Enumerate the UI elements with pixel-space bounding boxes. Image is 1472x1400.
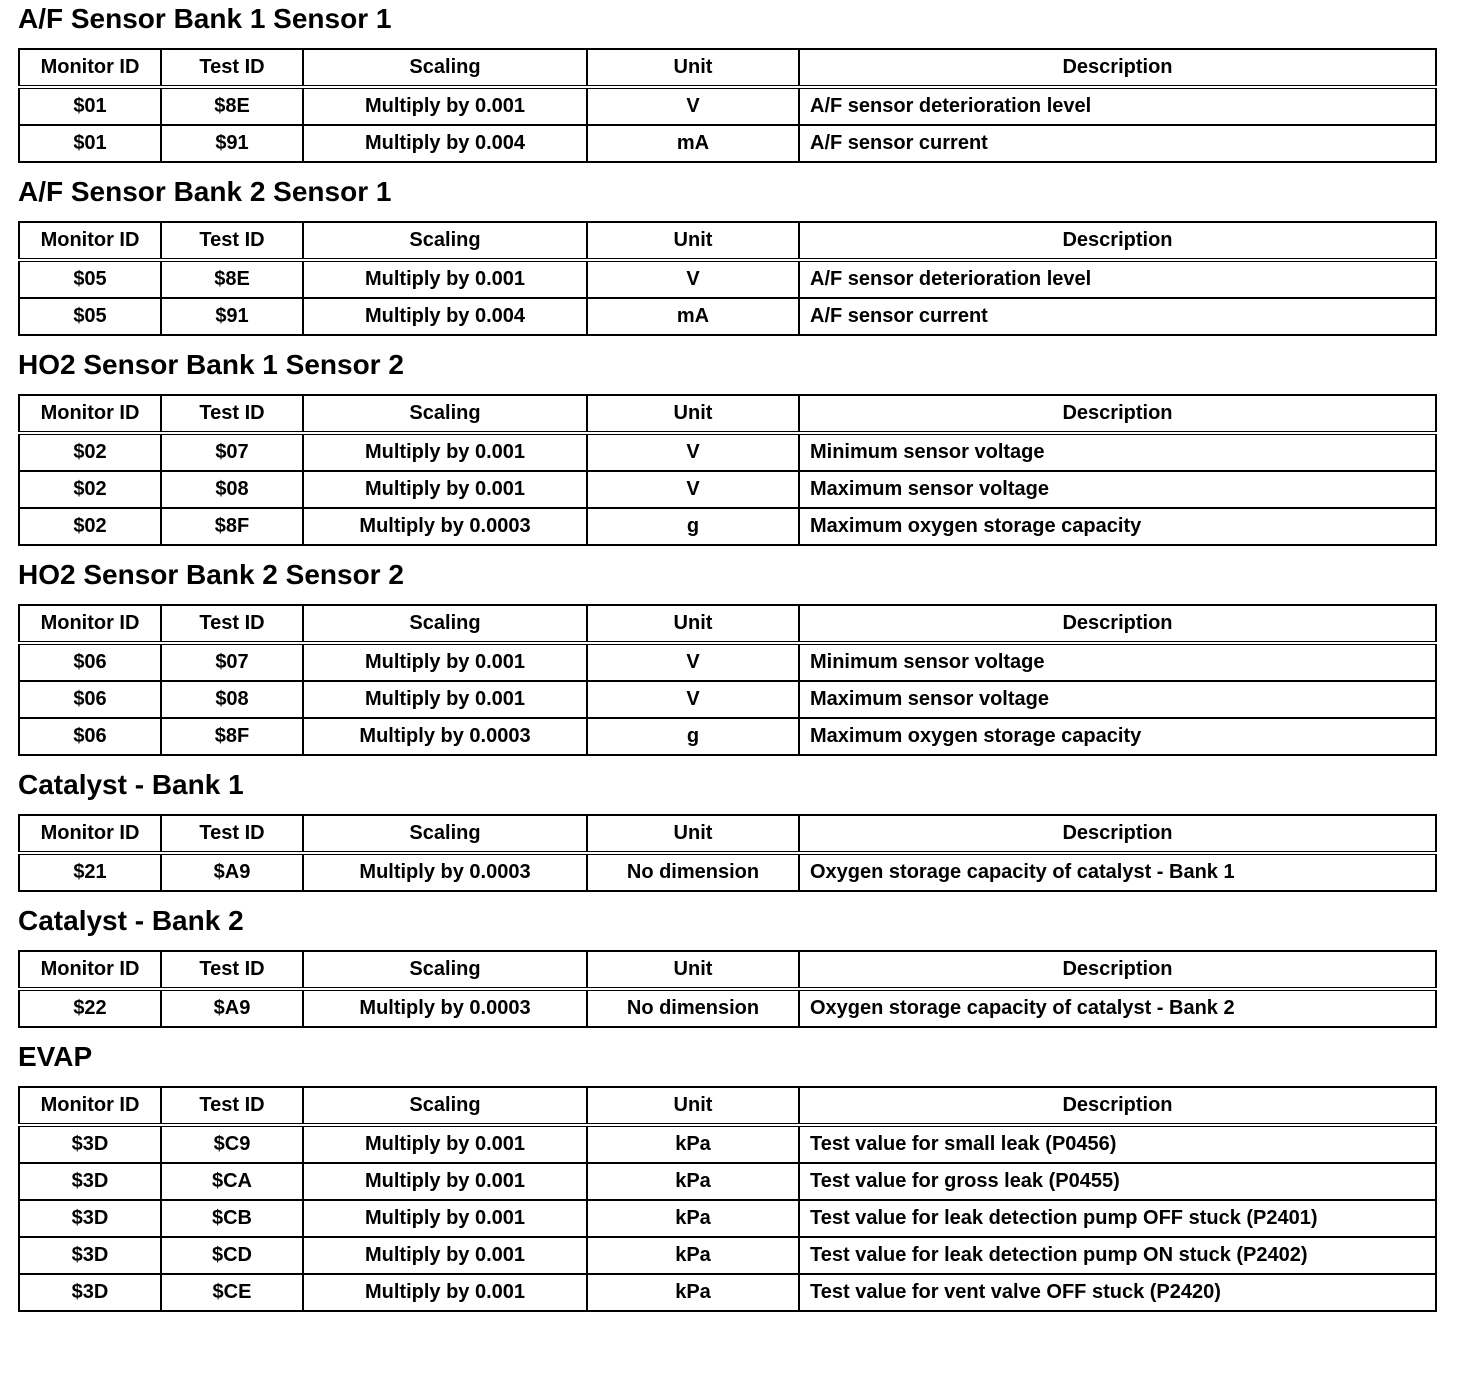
scaling-cell: Multiply by 0.0003 xyxy=(303,989,587,1027)
section xyxy=(18,766,1435,892)
table-row xyxy=(19,1125,1436,1163)
description-cell: Maximum sensor voltage xyxy=(799,471,1436,508)
test-id-header: Test ID xyxy=(161,222,303,260)
description-cell: Oxygen storage capacity of catalyst - Bank 1 xyxy=(799,853,1436,891)
scaling-cell: Multiply by 0.001 xyxy=(303,433,587,471)
scaling-cell: Multiply by 0.004 xyxy=(303,125,587,162)
monitor-id-cell: $05 xyxy=(19,298,161,335)
test-id-cell: $CE xyxy=(161,1274,303,1311)
description-header: Description xyxy=(799,1087,1436,1125)
monitor-id-cell: $05 xyxy=(19,260,161,298)
data-table xyxy=(18,394,1437,546)
unit-header: Unit xyxy=(587,815,799,853)
table-row xyxy=(19,260,1436,298)
header-row xyxy=(19,1087,1436,1125)
description-header: Description xyxy=(799,951,1436,989)
monitor-id-header: Monitor ID xyxy=(19,49,161,87)
scaling-cell: Multiply by 0.001 xyxy=(303,1237,587,1274)
table-row xyxy=(19,718,1436,755)
test-id-cell: $07 xyxy=(161,433,303,471)
monitor-id-cell: $01 xyxy=(19,87,161,125)
table-row xyxy=(19,1237,1436,1274)
unit-header: Unit xyxy=(587,222,799,260)
description-cell: Test value for vent valve OFF stuck (P2420) xyxy=(799,1274,1436,1311)
monitor-id-cell: $06 xyxy=(19,718,161,755)
table-row xyxy=(19,853,1436,891)
scaling-header: Scaling xyxy=(303,951,587,989)
description-cell: Maximum oxygen storage capacity xyxy=(799,718,1436,755)
description-header: Description xyxy=(799,815,1436,853)
scaling-cell: Multiply by 0.001 xyxy=(303,1274,587,1311)
header-row xyxy=(19,49,1436,87)
description-cell: Minimum sensor voltage xyxy=(799,433,1436,471)
description-header: Description xyxy=(799,49,1436,87)
scaling-cell: Multiply by 0.001 xyxy=(303,87,587,125)
description-cell: A/F sensor current xyxy=(799,125,1436,162)
section xyxy=(18,346,1435,546)
table-row xyxy=(19,298,1436,335)
scaling-header: Scaling xyxy=(303,49,587,87)
test-id-cell: $A9 xyxy=(161,989,303,1027)
table-row xyxy=(19,125,1436,162)
test-id-cell: $08 xyxy=(161,471,303,508)
test-id-header: Test ID xyxy=(161,1087,303,1125)
description-cell: Maximum sensor voltage xyxy=(799,681,1436,718)
section-title: Catalyst - Bank 1 xyxy=(18,769,244,800)
test-id-header: Test ID xyxy=(161,395,303,433)
unit-header: Unit xyxy=(587,605,799,643)
table-row xyxy=(19,989,1436,1027)
data-table xyxy=(18,814,1437,892)
header-row xyxy=(19,395,1436,433)
scaling-cell: Multiply by 0.0003 xyxy=(303,853,587,891)
test-id-cell: $91 xyxy=(161,125,303,162)
unit-cell: g xyxy=(587,508,799,545)
section-title: HO2 Sensor Bank 2 Sensor 2 xyxy=(18,559,404,590)
test-id-cell: $A9 xyxy=(161,853,303,891)
monitor-id-cell: $22 xyxy=(19,989,161,1027)
monitor-id-cell: $02 xyxy=(19,433,161,471)
table-row xyxy=(19,1163,1436,1200)
unit-cell: mA xyxy=(587,298,799,335)
monitor-id-cell: $06 xyxy=(19,643,161,681)
test-id-cell: $8E xyxy=(161,87,303,125)
table-row xyxy=(19,643,1436,681)
table-row xyxy=(19,1200,1436,1237)
test-id-header: Test ID xyxy=(161,49,303,87)
section xyxy=(18,1038,1435,1312)
description-cell: A/F sensor deterioration level xyxy=(799,260,1436,298)
monitor-id-cell: $01 xyxy=(19,125,161,162)
section-title: A/F Sensor Bank 2 Sensor 1 xyxy=(18,176,392,207)
unit-header: Unit xyxy=(587,951,799,989)
test-id-cell: $C9 xyxy=(161,1125,303,1163)
monitor-id-cell: $3D xyxy=(19,1163,161,1200)
data-table xyxy=(18,604,1437,756)
table-row xyxy=(19,471,1436,508)
test-id-cell: $8F xyxy=(161,718,303,755)
unit-cell: V xyxy=(587,433,799,471)
monitor-id-cell: $21 xyxy=(19,853,161,891)
monitor-id-header: Monitor ID xyxy=(19,815,161,853)
unit-cell: kPa xyxy=(587,1200,799,1237)
unit-cell: No dimension xyxy=(587,989,799,1027)
description-cell: Test value for leak detection pump OFF stuck (P2401) xyxy=(799,1200,1436,1237)
unit-cell: V xyxy=(587,681,799,718)
unit-cell: g xyxy=(587,718,799,755)
scaling-cell: Multiply by 0.001 xyxy=(303,260,587,298)
table-row xyxy=(19,508,1436,545)
section-title: Catalyst - Bank 2 xyxy=(18,905,244,936)
description-header: Description xyxy=(799,222,1436,260)
data-table xyxy=(18,950,1437,1028)
monitor-id-header: Monitor ID xyxy=(19,951,161,989)
monitor-id-header: Monitor ID xyxy=(19,395,161,433)
description-cell: Oxygen storage capacity of catalyst - Bank 2 xyxy=(799,989,1436,1027)
section xyxy=(18,0,1435,163)
section xyxy=(18,556,1435,756)
section-title: EVAP xyxy=(18,1041,93,1072)
scaling-header: Scaling xyxy=(303,605,587,643)
table-row xyxy=(19,433,1436,471)
scaling-cell: Multiply by 0.001 xyxy=(303,1200,587,1237)
test-id-cell: $8F xyxy=(161,508,303,545)
scaling-cell: Multiply by 0.0003 xyxy=(303,718,587,755)
description-header: Description xyxy=(799,395,1436,433)
header-row xyxy=(19,222,1436,260)
test-id-header: Test ID xyxy=(161,605,303,643)
scaling-cell: Multiply by 0.0003 xyxy=(303,508,587,545)
scaling-header: Scaling xyxy=(303,1087,587,1125)
section-title: A/F Sensor Bank 1 Sensor 1 xyxy=(18,3,392,34)
unit-cell: kPa xyxy=(587,1163,799,1200)
unit-cell: V xyxy=(587,643,799,681)
table-row xyxy=(19,1274,1436,1311)
data-table xyxy=(18,1086,1437,1312)
unit-cell: No dimension xyxy=(587,853,799,891)
description-cell: Maximum oxygen storage capacity xyxy=(799,508,1436,545)
section xyxy=(18,173,1435,336)
unit-cell: kPa xyxy=(587,1274,799,1311)
scaling-cell: Multiply by 0.001 xyxy=(303,1125,587,1163)
test-id-cell: $CB xyxy=(161,1200,303,1237)
header-row xyxy=(19,605,1436,643)
scaling-cell: Multiply by 0.001 xyxy=(303,643,587,681)
scaling-header: Scaling xyxy=(303,222,587,260)
test-id-header: Test ID xyxy=(161,815,303,853)
header-row xyxy=(19,951,1436,989)
scaling-cell: Multiply by 0.001 xyxy=(303,1163,587,1200)
test-id-cell: $08 xyxy=(161,681,303,718)
monitor-id-header: Monitor ID xyxy=(19,222,161,260)
monitor-id-cell: $3D xyxy=(19,1237,161,1274)
test-id-cell: $91 xyxy=(161,298,303,335)
unit-header: Unit xyxy=(587,395,799,433)
description-cell: Test value for small leak (P0456) xyxy=(799,1125,1436,1163)
monitor-id-cell: $3D xyxy=(19,1125,161,1163)
table-row xyxy=(19,87,1436,125)
section-title: HO2 Sensor Bank 1 Sensor 2 xyxy=(18,349,404,380)
monitor-id-cell: $02 xyxy=(19,471,161,508)
unit-header: Unit xyxy=(587,1087,799,1125)
description-header: Description xyxy=(799,605,1436,643)
description-cell: A/F sensor current xyxy=(799,298,1436,335)
description-cell: Test value for gross leak (P0455) xyxy=(799,1163,1436,1200)
section xyxy=(18,902,1435,1028)
unit-cell: V xyxy=(587,87,799,125)
test-id-cell: $8E xyxy=(161,260,303,298)
monitor-id-cell: $06 xyxy=(19,681,161,718)
test-id-header: Test ID xyxy=(161,951,303,989)
description-cell: A/F sensor deterioration level xyxy=(799,87,1436,125)
test-id-cell: $07 xyxy=(161,643,303,681)
table-row xyxy=(19,681,1436,718)
monitor-id-cell: $02 xyxy=(19,508,161,545)
data-table xyxy=(18,48,1437,163)
scaling-cell: Multiply by 0.001 xyxy=(303,471,587,508)
scaling-header: Scaling xyxy=(303,395,587,433)
test-id-cell: $CA xyxy=(161,1163,303,1200)
monitor-id-header: Monitor ID xyxy=(19,605,161,643)
monitor-id-header: Monitor ID xyxy=(19,1087,161,1125)
scaling-cell: Multiply by 0.004 xyxy=(303,298,587,335)
unit-cell: kPa xyxy=(587,1125,799,1163)
unit-cell: V xyxy=(587,471,799,508)
scaling-header: Scaling xyxy=(303,815,587,853)
description-cell: Minimum sensor voltage xyxy=(799,643,1436,681)
data-table xyxy=(18,221,1437,336)
document xyxy=(18,0,1435,1322)
unit-cell: V xyxy=(587,260,799,298)
monitor-id-cell: $3D xyxy=(19,1274,161,1311)
unit-header: Unit xyxy=(587,49,799,87)
unit-cell: mA xyxy=(587,125,799,162)
unit-cell: kPa xyxy=(587,1237,799,1274)
scaling-cell: Multiply by 0.001 xyxy=(303,681,587,718)
header-row xyxy=(19,815,1436,853)
description-cell: Test value for leak detection pump ON stuck (P2402) xyxy=(799,1237,1436,1274)
test-id-cell: $CD xyxy=(161,1237,303,1274)
monitor-id-cell: $3D xyxy=(19,1200,161,1237)
